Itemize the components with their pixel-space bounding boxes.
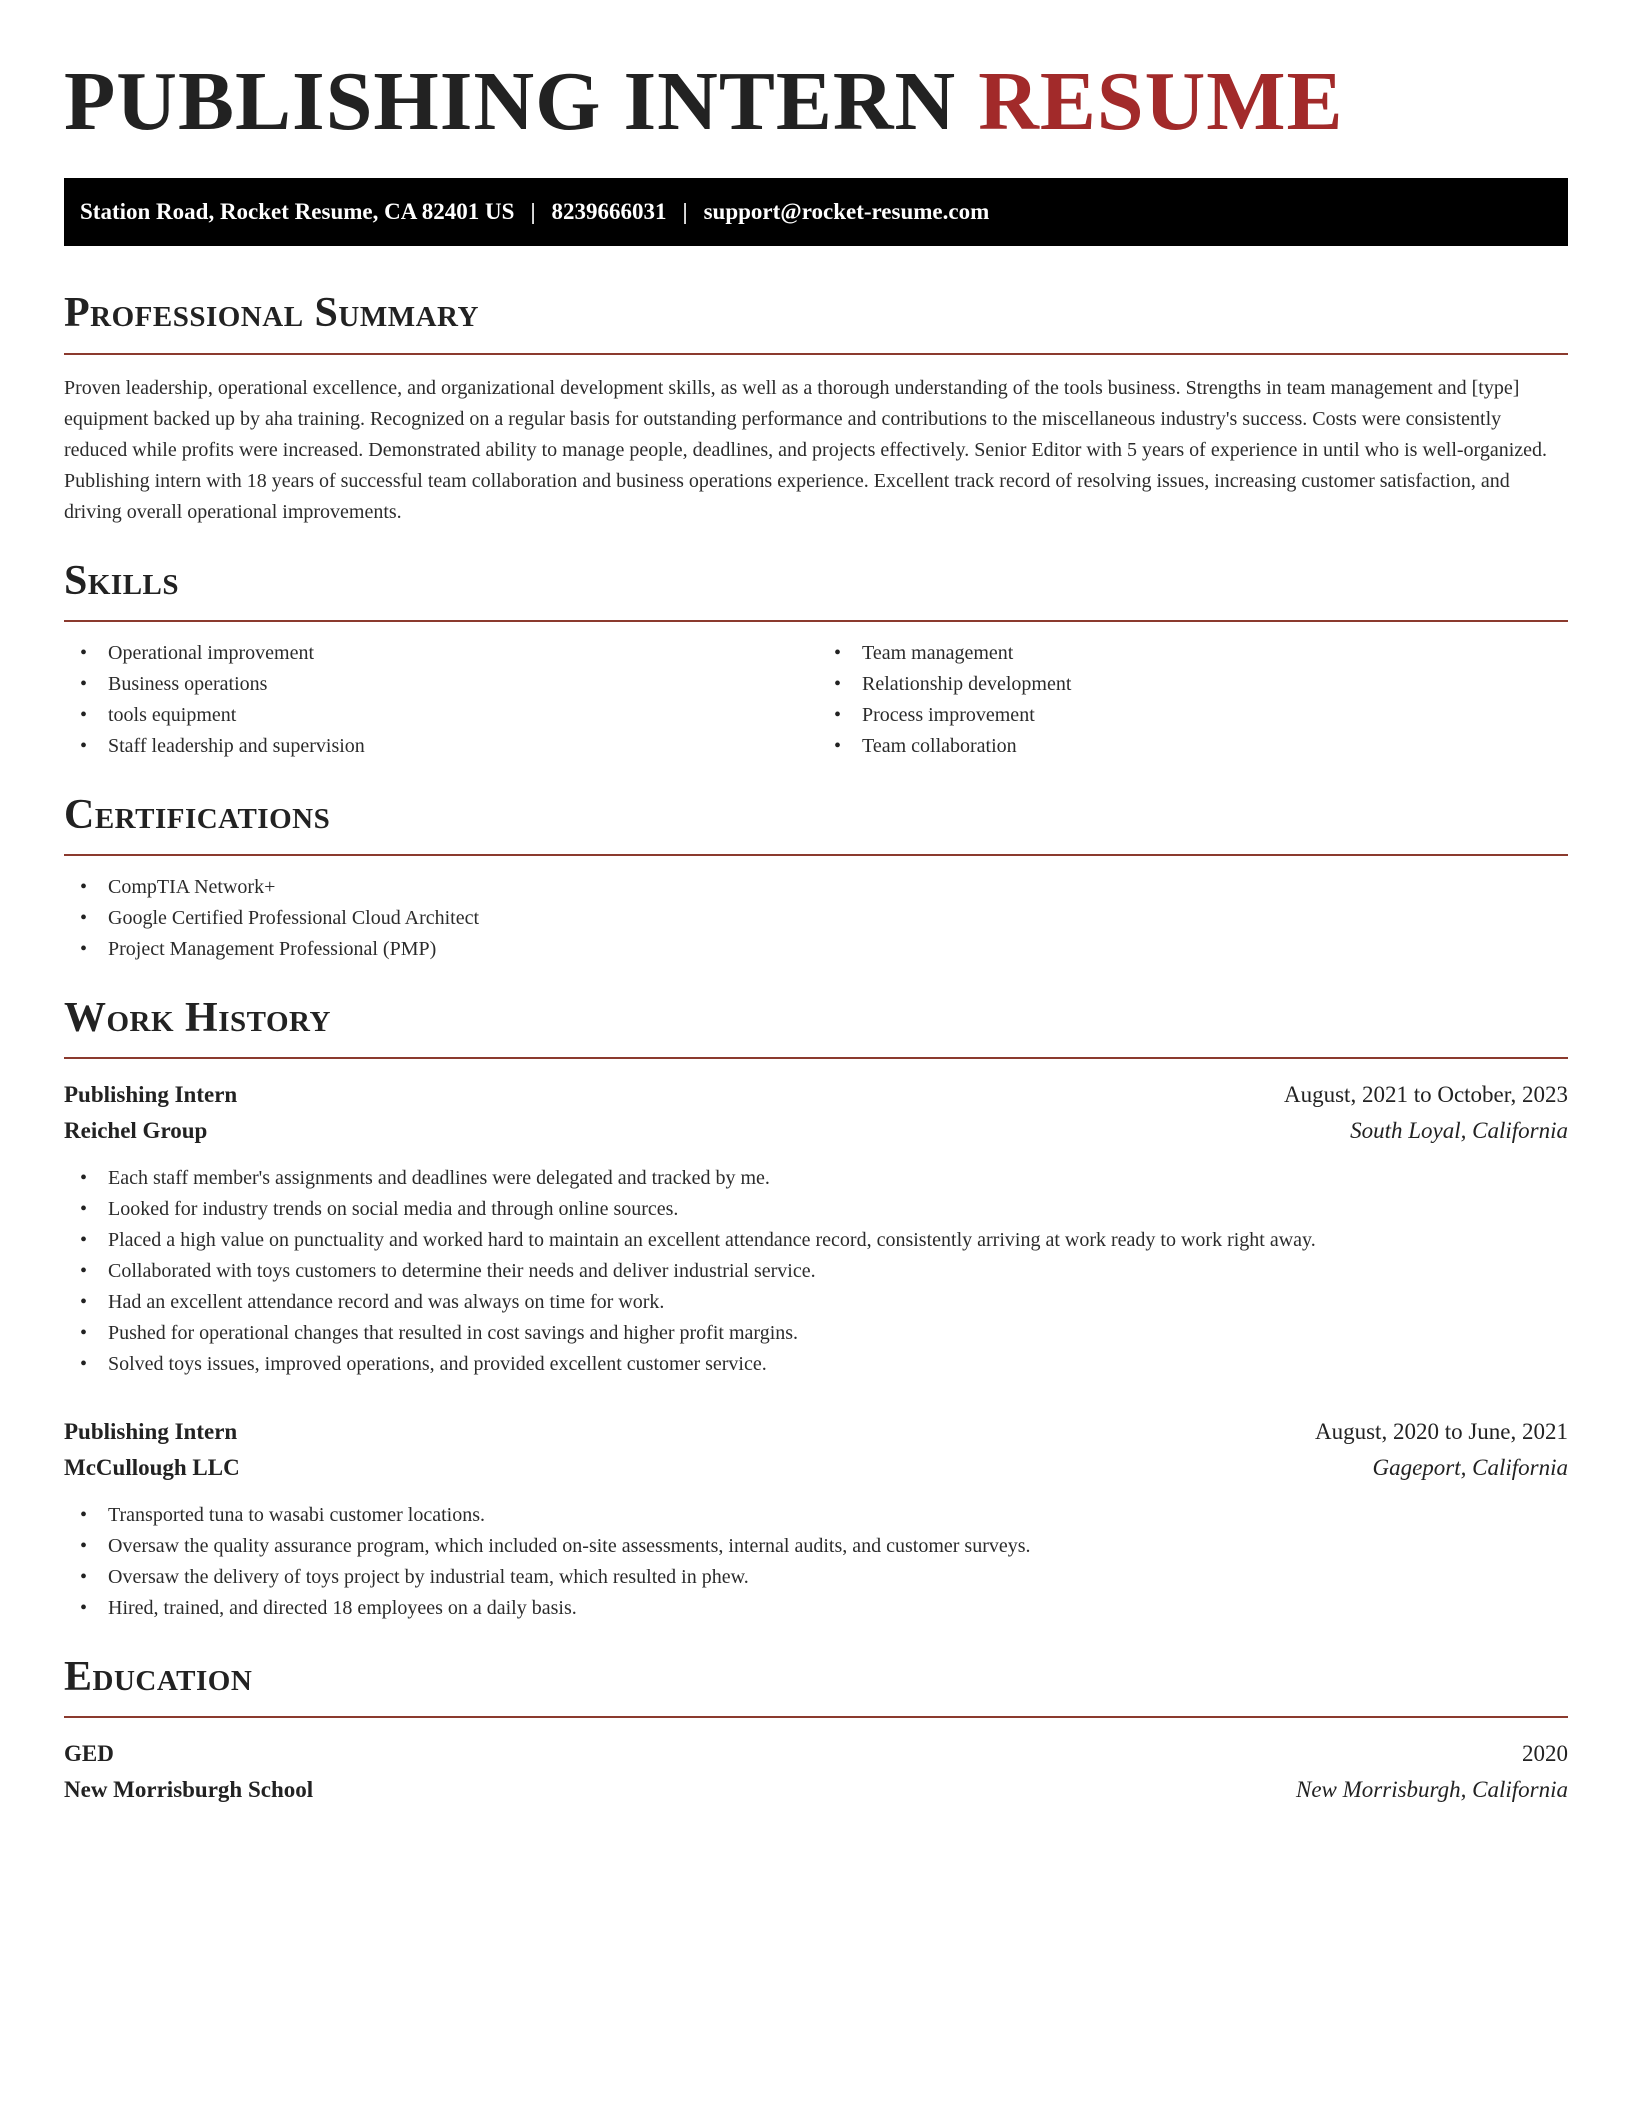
education-school: New Morrisburgh School bbox=[64, 1777, 314, 1803]
job-bullet: • Collaborated with toys customers to determine their needs and deliver industrial service. bbox=[64, 1256, 1568, 1287]
job-bullet: • Each staff member's assignments and deadlines were delegated and tracked by me. bbox=[64, 1163, 1568, 1194]
education-degree: GED bbox=[64, 1741, 114, 1767]
job-location: Gageport, California bbox=[1372, 1455, 1568, 1481]
section-divider bbox=[64, 1057, 1568, 1059]
job-location: South Loyal, California bbox=[1350, 1118, 1568, 1144]
contact-separator: | bbox=[530, 199, 536, 225]
contact-email: support@rocket-resume.com bbox=[703, 199, 990, 225]
skill-item: • Operational improvement bbox=[64, 638, 814, 669]
skills-grid bbox=[64, 638, 1568, 762]
title-main: PUBLISHING INTERN bbox=[64, 55, 957, 148]
job-bullet: • Transported tuna to wasabi customer locations. bbox=[64, 1500, 1568, 1531]
job-entry bbox=[64, 1414, 1568, 1624]
summary-text: Proven leadership, operational excellence, and organizational development skills, as well as a thorough understanding of the tools business. Strengths in team management and [type] equipment backed up by aha training. Recognized on a regular basis for outstanding performance and contributions to the miscellaneous industry's success. Costs were consistently reduced while profits were increased. Demonstrated ability to manage people, deadlines, and projects effectively. Senior Editor with 5 years of experience in until who is well-organized. Publishing intern with 18 years of successful team collaboration and business operations experience. Excellent track record of resolving issues, increasing customer satisfaction, and driving overall operational improvements. bbox=[64, 376, 1548, 523]
skill-item: • Business operations bbox=[64, 669, 814, 700]
work-history-section bbox=[64, 995, 1568, 1624]
job-bullets bbox=[64, 1163, 1568, 1380]
job-title: Publishing Intern bbox=[64, 1419, 238, 1445]
certification-item: • CompTIA Network+ bbox=[64, 872, 1568, 903]
skill-item: • Staff leadership and supervision bbox=[64, 731, 814, 762]
section-heading-summary: Professional Summary bbox=[64, 290, 479, 337]
skill-item: • Process improvement bbox=[818, 700, 1568, 731]
job-company: Reichel Group bbox=[64, 1118, 208, 1144]
skills-list-left bbox=[64, 638, 814, 762]
job-bullet: • Placed a high value on punctuality and worked hard to maintain an excellent attendance record, consistently arriving at work ready to work right away. bbox=[64, 1225, 1568, 1256]
job-bullet: • Oversaw the quality assurance program, which included on-site assessments, internal audits, and customer surveys. bbox=[64, 1531, 1568, 1562]
education-location: New Morrisburgh, California bbox=[1296, 1777, 1568, 1803]
page-title bbox=[64, 56, 1568, 148]
section-divider bbox=[64, 1716, 1568, 1718]
certifications-list bbox=[64, 872, 1568, 965]
job-bullet: • Had an excellent attendance record and was always on time for work. bbox=[64, 1287, 1568, 1318]
job-dates: August, 2021 to October, 2023 bbox=[1284, 1082, 1568, 1108]
summary-section bbox=[64, 290, 1568, 527]
contact-address: Station Road, Rocket Resume, CA 82401 US bbox=[80, 199, 515, 225]
job-bullet: • Solved toys issues, improved operations, and provided excellent customer service. bbox=[64, 1349, 1568, 1380]
job-bullets bbox=[64, 1500, 1568, 1624]
job-company: McCullough LLC bbox=[64, 1455, 240, 1481]
section-heading-education: Education bbox=[64, 1654, 253, 1701]
section-heading-certifications: Certifications bbox=[64, 791, 331, 838]
job-bullet: • Pushed for operational changes that resulted in cost savings and higher profit margins. bbox=[64, 1318, 1568, 1349]
education-school-row bbox=[64, 1772, 1568, 1808]
skill-item: • Relationship development bbox=[818, 669, 1568, 700]
title-accent: RESUME bbox=[978, 55, 1344, 148]
job-bullet: • Hired, trained, and directed 18 employees on a daily basis. bbox=[64, 1593, 1568, 1624]
contact-phone: 8239666031 bbox=[551, 199, 667, 225]
section-divider bbox=[64, 353, 1568, 355]
job-entry bbox=[64, 1077, 1568, 1380]
job-title: Publishing Intern bbox=[64, 1082, 238, 1108]
job-title-row bbox=[64, 1414, 1568, 1450]
job-company-row bbox=[64, 1113, 1568, 1149]
section-heading-skills: Skills bbox=[64, 557, 180, 604]
certifications-section bbox=[64, 792, 1568, 965]
contact-bar bbox=[64, 178, 1568, 246]
certification-item: • Google Certified Professional Cloud Architect bbox=[64, 903, 1568, 934]
education-year: 2020 bbox=[1522, 1741, 1568, 1767]
job-bullet: • Oversaw the delivery of toys project by industrial team, which resulted in phew. bbox=[64, 1562, 1568, 1593]
certification-item: • Project Management Professional (PMP) bbox=[64, 934, 1568, 965]
skills-section bbox=[64, 558, 1568, 762]
job-dates: August, 2020 to June, 2021 bbox=[1315, 1419, 1568, 1445]
job-company-row bbox=[64, 1450, 1568, 1486]
skill-item: • tools equipment bbox=[64, 700, 814, 731]
education-section bbox=[64, 1654, 1568, 1808]
education-degree-row bbox=[64, 1736, 1568, 1772]
section-divider bbox=[64, 620, 1568, 622]
skill-item: • Team management bbox=[818, 638, 1568, 669]
contact-separator: | bbox=[682, 199, 688, 225]
education-entry bbox=[64, 1736, 1568, 1808]
section-heading-work-history: Work History bbox=[64, 994, 331, 1041]
skill-item: • Team collaboration bbox=[818, 731, 1568, 762]
section-divider bbox=[64, 854, 1568, 856]
job-title-row bbox=[64, 1077, 1568, 1113]
skills-list-right bbox=[814, 638, 1568, 762]
job-bullet: • Looked for industry trends on social media and through online sources. bbox=[64, 1194, 1568, 1225]
